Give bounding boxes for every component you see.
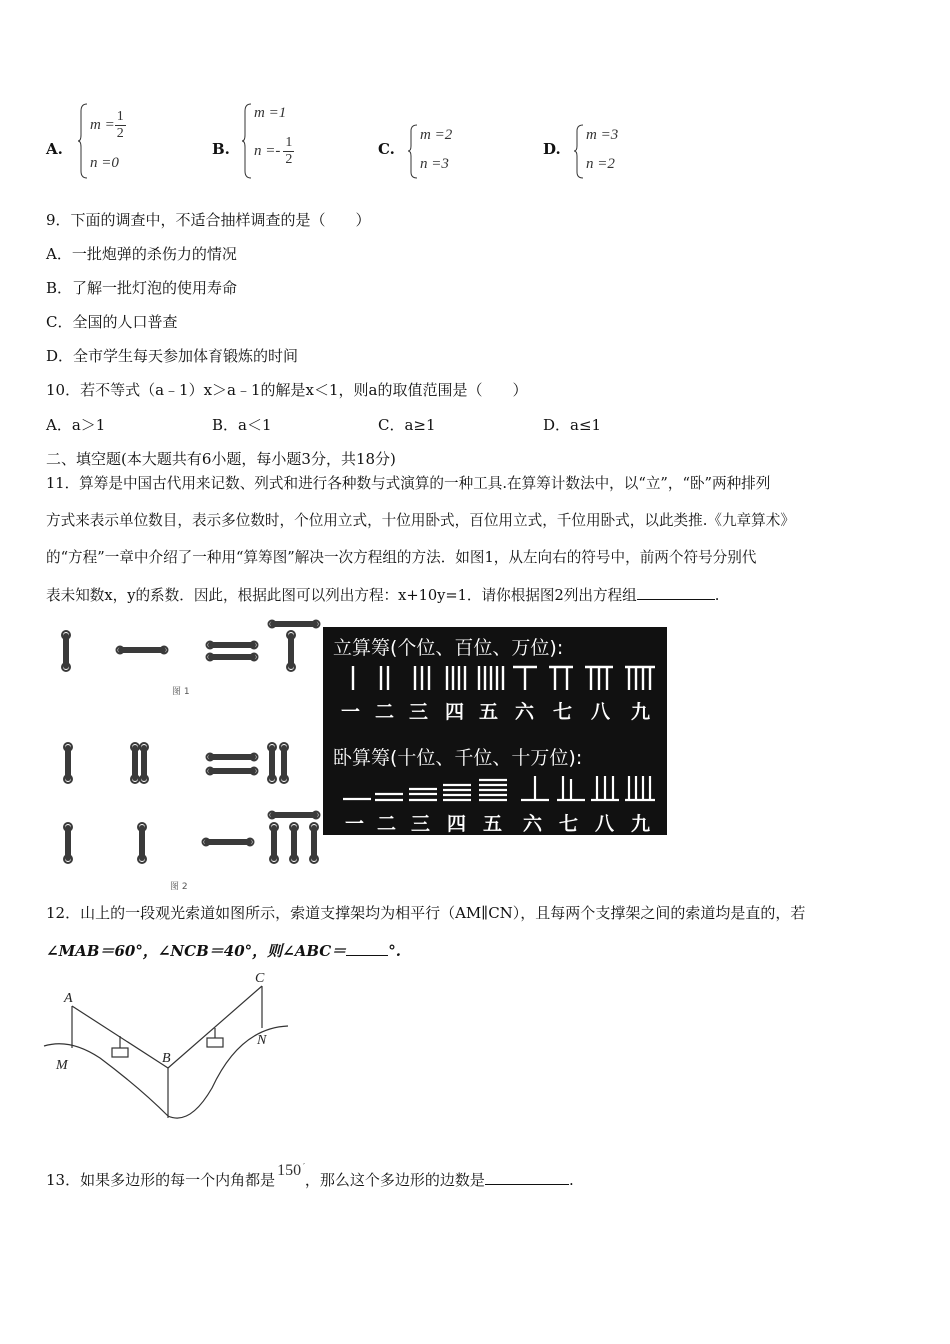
q8-option-d-letter: D. xyxy=(543,140,561,158)
brace-icon xyxy=(408,124,418,179)
q8-b-row2-num: 1 xyxy=(285,135,293,150)
counting-rod-reference-table xyxy=(323,627,667,835)
q9-stem: 9．下面的调查中，不适合抽样调查的是（ ） xyxy=(46,211,371,229)
figure-2-row-1 xyxy=(64,743,288,783)
counting-rod-figures xyxy=(46,615,326,895)
digit-1: 一 xyxy=(345,813,365,835)
brace-icon xyxy=(78,103,88,179)
digit-1: 一 xyxy=(341,701,361,723)
q8-option-d-system xyxy=(574,124,654,179)
q8-d-row1: m =3 xyxy=(586,127,619,143)
q11-line-3: 的“方程”一章中介绍了一种用“算筹图”解决一次方程组的方法．如图1，从左向右的符号中，前两个符号分别代 xyxy=(46,549,757,566)
cableway-diagram xyxy=(40,968,300,1123)
q8-a-row1-den: 2 xyxy=(116,126,124,141)
q11-line-1: 11．算筹是中国古代用来记数、列式和进行各种数与式演算的一种工具.在算筹计数法中，以“立”，“卧”两种排列 xyxy=(46,475,771,492)
answer-blank[interactable] xyxy=(485,1184,569,1185)
q10-stem: 10．若不等式（a﹣1）x＞a﹣1的解是x＜1，则a的取值范围是（ ） xyxy=(46,381,528,399)
cable-car-right xyxy=(207,1038,223,1047)
cable-car-left xyxy=(112,1048,128,1057)
q8-c-row1: m =2 xyxy=(420,127,453,143)
q11-line-4-text: 表未知数x，y的系数．因此，根据此图可以列出方程：x+10y=1．请你根据图2列出方程组 xyxy=(46,587,637,604)
q8-option-a-system xyxy=(78,103,158,179)
digit-8: 八 xyxy=(595,813,615,835)
q11-line-2: 方式来表示单位数目，表示多位数时，个位用立式，十位用卧式，百位用立式，千位用卧式，以此类推.《九章算术》 xyxy=(46,512,795,529)
digit-3: 三 xyxy=(411,813,431,835)
q8-option-c-system xyxy=(408,124,488,179)
q8-option-a-letter: A. xyxy=(46,140,63,158)
q12-line-2 xyxy=(46,941,401,961)
label-n: N xyxy=(257,1033,267,1048)
q13-line: 13．如果多边形的每一个内角都是150 ′，那么这个多边形的边数是 . xyxy=(46,1162,574,1189)
q8-a-row2: n =0 xyxy=(90,155,119,171)
digit-5: 五 xyxy=(483,813,503,835)
q9-option-c: C．全国的人口普查 xyxy=(46,313,178,331)
q13-end-mark: . xyxy=(568,1171,574,1189)
figure-1-label: 图 1 xyxy=(172,687,190,697)
label-m: M xyxy=(56,1058,68,1073)
answer-blank[interactable] xyxy=(346,955,388,956)
q11-end-mark: . xyxy=(714,587,720,604)
q12-line-2-text: ∠MAB＝60°，∠NCB＝40°，则∠ABC＝ xyxy=(46,942,347,960)
q8-b-row1: m =1 xyxy=(254,105,287,121)
q8-option-b-letter: B. xyxy=(212,140,230,158)
q13-text-b: ，那么这个多边形的边数是 xyxy=(304,1171,485,1189)
digit-7: 七 xyxy=(553,701,573,723)
q10-option-b: B．a＜1 xyxy=(212,416,272,434)
q9-option-d: D．全市学生每天参加体育锻炼的时间 xyxy=(46,347,299,365)
q8-c-row2: n =3 xyxy=(420,156,449,172)
label-b: B xyxy=(162,1051,171,1066)
mountain-curve xyxy=(44,1026,288,1118)
section-title: 二、填空题(本大题共有6小题，每小题3分，共18分) xyxy=(46,450,396,468)
label-a: A xyxy=(64,991,73,1006)
digit-4: 四 xyxy=(445,701,465,723)
q10-option-c: C．a≥1 xyxy=(378,416,436,434)
horizontal-rods-row xyxy=(323,773,667,805)
q8-option-c-letter: C. xyxy=(378,140,395,158)
q9-option-a: A．一批炮弹的杀伤力的情况 xyxy=(46,245,237,263)
digit-6: 六 xyxy=(515,701,535,723)
label-c: C xyxy=(255,971,265,986)
digit-8: 八 xyxy=(591,701,611,723)
digit-4: 四 xyxy=(447,813,467,835)
answer-blank[interactable] xyxy=(637,599,715,600)
q12-line-1: 12．山上的一段观光索道如图所示，索道支撑架均为相平行（AM∥CN），且每两个支撑架之间的索道均是直的，若 xyxy=(46,904,806,922)
q8-b-row2-den: 2 xyxy=(285,152,293,167)
figure-2-row-2 xyxy=(64,812,320,864)
q8-d-row2: n =2 xyxy=(586,156,615,172)
q8-b-row2-var: n =- xyxy=(254,142,281,159)
q8-a-row1-var: m = xyxy=(90,116,115,133)
digit-2: 二 xyxy=(375,701,395,723)
digit-9: 九 xyxy=(631,813,651,835)
wo-suanchou-title: 卧算筹(十位、千位、十万位): xyxy=(333,747,583,769)
vertical-rods-row xyxy=(323,663,667,693)
q10-option-a: A．a＞1 xyxy=(46,416,106,434)
q9-option-b: B．了解一批灯泡的使用寿命 xyxy=(46,279,238,297)
brace-icon xyxy=(574,124,584,179)
q12-line-2-end: °. xyxy=(388,942,401,960)
li-suanchou-title: 立算筹(个位、百位、万位): xyxy=(333,637,564,659)
digit-2: 二 xyxy=(377,813,397,835)
q8-option-b-system xyxy=(242,103,332,179)
figure-2-label: 图 2 xyxy=(170,882,188,892)
digit-3: 三 xyxy=(409,701,429,723)
figure-1 xyxy=(62,621,320,672)
digit-9: 九 xyxy=(631,701,651,723)
brace-icon xyxy=(242,103,252,179)
q11-line-4 xyxy=(46,586,719,606)
digit-6: 六 xyxy=(523,813,543,835)
cable-bc xyxy=(168,986,262,1068)
q13-angle: 150 xyxy=(277,1162,302,1179)
q8-a-row1-num: 1 xyxy=(116,109,124,124)
q13-text-a: 13．如果多边形的每一个内角都是 xyxy=(46,1171,276,1189)
digit-5: 五 xyxy=(479,701,499,723)
digit-7: 七 xyxy=(559,813,579,835)
q10-option-d: D．a≤1 xyxy=(543,416,602,434)
